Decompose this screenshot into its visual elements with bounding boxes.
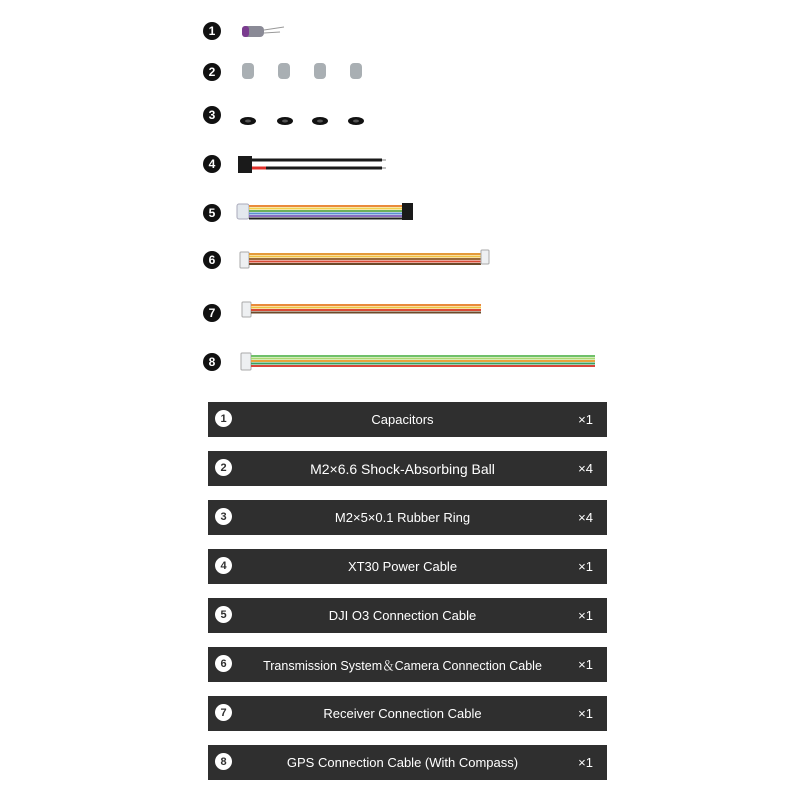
item-quantity: ×4 xyxy=(578,510,593,525)
illustration-number-4: 4 xyxy=(203,155,221,173)
o3-cable-illustration xyxy=(237,203,413,220)
item-name: M2×6.6 Shock-Absorbing Ball xyxy=(310,460,495,477)
list-item xyxy=(208,598,607,633)
illustration-number-5: 5 xyxy=(203,204,221,222)
list-item xyxy=(208,745,607,780)
illustration-number-6: 6 xyxy=(203,251,221,269)
item-quantity: ×1 xyxy=(578,608,593,623)
item-quantity: ×1 xyxy=(578,755,593,770)
capacitor-illustration xyxy=(242,26,284,37)
item-name: Transmission System＆Camera Connection Cable xyxy=(263,658,542,673)
illustration-number-1: 1 xyxy=(203,22,221,40)
list-item xyxy=(208,647,607,682)
rubber-ring-illustration xyxy=(240,117,364,125)
parts-list xyxy=(208,402,607,794)
list-item xyxy=(208,696,607,731)
item-name: M2×5×0.1 Rubber Ring xyxy=(334,510,471,525)
item-number: 8 xyxy=(215,753,232,770)
item-number: 4 xyxy=(215,557,232,574)
item-quantity: ×1 xyxy=(578,706,593,721)
receiver-cable-illustration xyxy=(242,302,481,317)
item-quantity: ×1 xyxy=(578,559,593,574)
item-name: DJI O3 Connection Cable xyxy=(328,608,477,623)
item-name: XT30 Power Cable xyxy=(347,559,458,574)
item-quantity: ×1 xyxy=(578,412,593,427)
gps-cable-illustration xyxy=(241,353,595,370)
accessory-illustrations xyxy=(0,0,800,390)
illustration-number-2: 2 xyxy=(203,63,221,81)
item-name: Receiver Connection Cable xyxy=(323,706,482,721)
list-item xyxy=(208,402,607,437)
list-item xyxy=(208,500,607,535)
item-name: GPS Connection Cable (With Compass) xyxy=(286,755,519,770)
item-quantity: ×4 xyxy=(578,461,593,476)
item-number: 1 xyxy=(215,410,232,427)
item-number: 2 xyxy=(215,459,232,476)
transmission-cable-illustration xyxy=(240,250,489,268)
item-number: 5 xyxy=(215,606,232,623)
illustration-number-7: 7 xyxy=(203,304,221,322)
xt30-cable-illustration xyxy=(238,156,386,173)
list-item xyxy=(208,549,607,584)
list-item xyxy=(208,451,607,486)
item-number: 3 xyxy=(215,508,232,525)
item-number: 6 xyxy=(215,655,232,672)
item-number: 7 xyxy=(215,704,232,721)
shock-ball-illustration xyxy=(242,63,362,79)
item-name: Capacitors xyxy=(371,412,434,427)
illustration-number-8: 8 xyxy=(203,353,221,371)
illustration-number-3: 3 xyxy=(203,106,221,124)
item-quantity: ×1 xyxy=(578,657,593,672)
